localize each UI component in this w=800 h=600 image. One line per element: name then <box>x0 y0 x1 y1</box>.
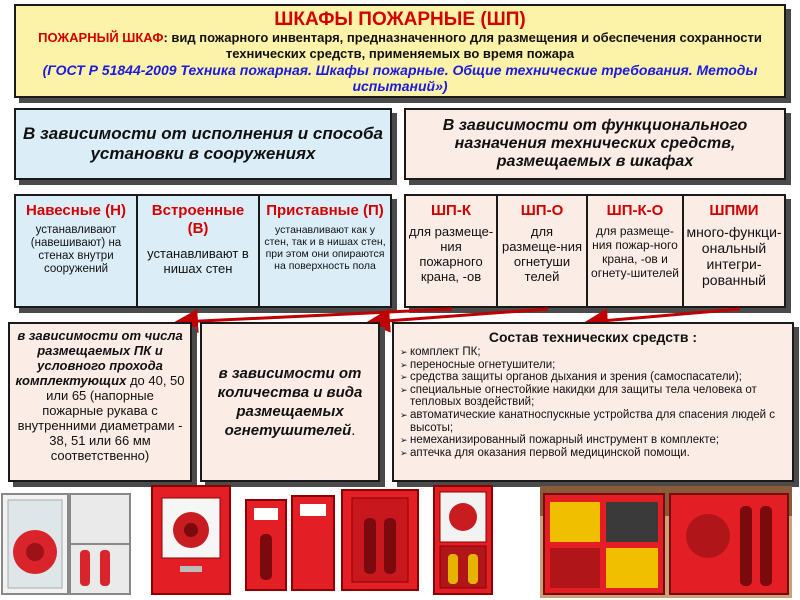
category-function-label: В зависимости от функционального назначения технических средств, размещаемых в шкафах <box>442 117 748 170</box>
arrow-to-pk-box <box>180 309 452 322</box>
type-desc: устанавливают как у стен, так и в нишах стен, при этом они опираются на поверхность пола <box>264 224 386 272</box>
extinguisher-dependency-box <box>200 322 380 482</box>
func-shpmi <box>684 196 784 306</box>
func-desc: для размеще-ния пожарного крана, -ов <box>408 224 494 284</box>
list-item: ➢ аптечка для оказания первой медицинской помощи. <box>400 447 786 460</box>
pk-dependency-box <box>8 322 192 482</box>
pk-dependency-italic: в зависимости от числа размещаемых ПК и условного прохода комплектующих <box>15 328 183 388</box>
header-box <box>14 4 786 98</box>
func-shp-k <box>406 196 498 306</box>
extinguisher-dependency-italic: в зависимости от количества и вида размещаемых огнетушителей <box>217 365 363 439</box>
definition-text: : вид пожарного инвентаря, предназначенного для размещения и обеспечения сохранности технических средств, применяемых во время пожара <box>163 30 762 61</box>
red-cabinet-extinguisher-icon <box>340 488 420 592</box>
func-name: ШПМИ <box>709 202 759 219</box>
gost-reference: (ГОСТ Р 51844-2009 Техника пожарная. Шкафы пожарные. Общие технические требования. Методы испытаний») <box>42 62 758 94</box>
func-shp-k-o <box>588 196 684 306</box>
type-attached <box>260 196 390 306</box>
list-item: ➢ специальные огнестойкие накидки для защиты тела человека от тепловых воздействий; <box>400 384 786 409</box>
extinguisher-dependency-tail: . <box>351 422 356 439</box>
func-desc: для размеще-ния огнетуши телей <box>501 224 583 284</box>
func-name: ШП-К-О <box>606 202 664 219</box>
pk-dependency-plain: до 40, 50 или 65 (напорные пожарные рукава с внутренними диаметрами - 38, 51 или 66 мм соответственно) <box>17 373 185 463</box>
red-cabinet-tall-icon <box>432 484 494 596</box>
type-built-in <box>138 196 260 306</box>
type-desc: устанавливают в нишах стен <box>147 246 249 276</box>
definition <box>24 30 776 62</box>
func-name: ШП-К <box>430 202 471 219</box>
list-item: ➢ переносные огнетушители; <box>400 359 786 372</box>
composition-list <box>400 346 786 459</box>
category-installation <box>14 108 392 180</box>
type-hanging <box>16 196 138 306</box>
category-function <box>404 108 786 180</box>
composition-box <box>392 322 794 482</box>
func-desc: для размеще-ния пожар-ного крана, -ов и огнету-шителей <box>591 224 679 280</box>
function-types <box>404 194 786 308</box>
page-title: ШКАФЫ ПОЖАРНЫЕ (ШП) <box>274 9 526 30</box>
installation-types <box>14 194 392 308</box>
type-name: Встроенные (В) <box>151 202 245 237</box>
func-name: ШП-О <box>520 202 564 219</box>
arrow-to-composition-box <box>590 309 740 322</box>
list-item: ➢ комплект ПК; <box>400 346 786 359</box>
type-name: Навесные (Н) <box>26 202 126 219</box>
list-item: ➢ средства защиты органов дыхания и зрения (самоспасатели); <box>400 371 786 384</box>
composition-title: Состав технических средств : <box>488 329 698 345</box>
type-name: Приставные (П) <box>266 202 384 219</box>
red-cabinet-pair-icon <box>244 494 336 592</box>
func-shp-o <box>498 196 588 306</box>
arrow-to-ext-box <box>372 309 548 322</box>
list-item: ➢ немеханизированный пожарный инструмент в комплекте; <box>400 434 786 447</box>
definition-term: ПОЖАРНЫЙ ШКАФ <box>38 30 164 45</box>
list-item: ➢ автоматические канатноспускные устройства для спасения людей с высоты; <box>400 409 786 434</box>
type-desc: устанавливают (навешивают) на стенах внутри сооружений <box>30 224 122 275</box>
multifunction-cabinet-photo-icon <box>540 486 792 598</box>
extinguisher-dependency-text <box>208 364 372 440</box>
category-installation-label: В зависимости от исполнения и способа установки в сооружениях <box>23 124 383 163</box>
red-cabinet-open-icon <box>150 484 232 596</box>
func-desc: много-функци-ональный интегри-рованный <box>686 224 782 288</box>
white-cabinet-icon <box>0 492 146 596</box>
